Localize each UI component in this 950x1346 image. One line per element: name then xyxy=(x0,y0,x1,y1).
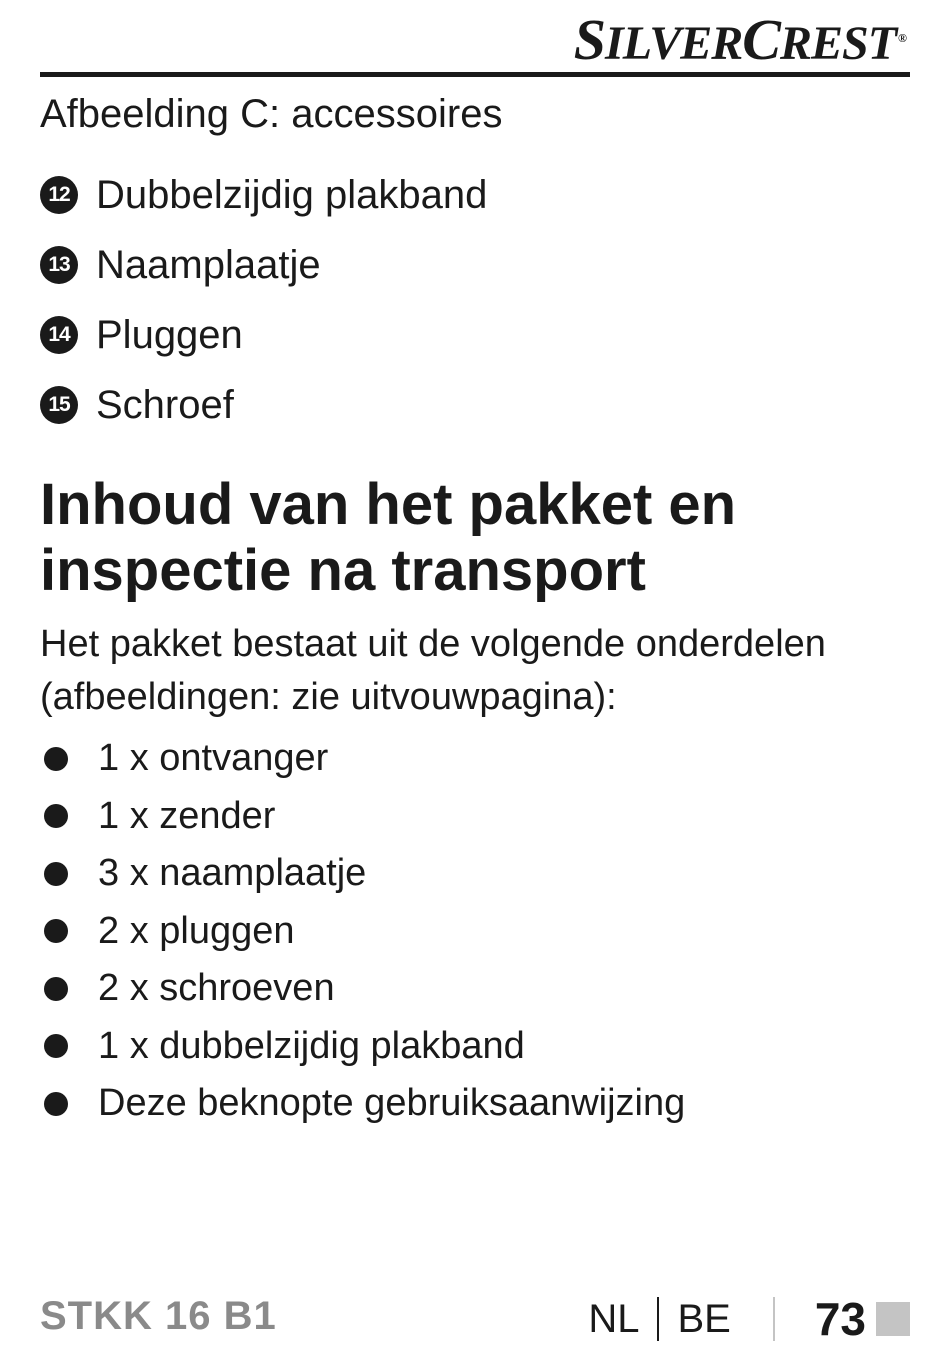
bullet-icon xyxy=(44,1092,68,1116)
package-contents-list xyxy=(40,730,685,1133)
bullet-icon xyxy=(44,977,68,1001)
page-marker-square xyxy=(876,1302,910,1336)
page-divider xyxy=(773,1297,775,1341)
accessory-label: Schroef xyxy=(96,382,234,427)
list-item xyxy=(40,903,685,961)
list-item-text: 3 x naamplaatje xyxy=(98,852,367,895)
circled-number-icon: 14 xyxy=(40,316,78,354)
logo-letter: C xyxy=(742,7,780,72)
language-code: BE xyxy=(677,1296,731,1341)
accessory-item xyxy=(40,230,487,300)
intro-line: (afbeeldingen: zie uitvouwpagina): xyxy=(40,676,617,718)
list-item-text: 1 x ontvanger xyxy=(98,737,329,780)
circled-number-icon: 13 xyxy=(40,246,78,284)
header-divider xyxy=(40,72,910,77)
list-item-text: 1 x dubbelzijdig plakband xyxy=(98,1024,525,1067)
list-item xyxy=(40,730,685,788)
heading-line: Inhoud van het pakket en xyxy=(40,472,737,537)
bullet-icon xyxy=(44,919,68,943)
accessory-item xyxy=(40,300,487,370)
model-number: STKK 16 B1 xyxy=(40,1294,277,1338)
page-number: 73 xyxy=(814,1293,866,1345)
registered-mark: ® xyxy=(898,31,906,45)
accessory-item xyxy=(40,370,487,440)
list-item xyxy=(40,845,685,903)
intro-line: Het pakket bestaat uit de volgende onderdelen xyxy=(40,623,826,665)
list-item-text: 2 x schroeven xyxy=(98,967,335,1010)
figure-caption: Afbeelding C: accessoires xyxy=(40,92,503,136)
bullet-icon xyxy=(44,747,68,771)
bullet-icon xyxy=(44,804,68,828)
heading-line: inspectie na transport xyxy=(40,538,646,603)
language-code: NL xyxy=(588,1296,640,1341)
logo-letter: S xyxy=(573,7,606,72)
footer-page-info xyxy=(588,1292,910,1346)
accessory-label: Dubbelzijdig plakband xyxy=(96,172,488,217)
list-item xyxy=(40,1018,685,1076)
accessory-label: Pluggen xyxy=(96,312,243,357)
logo-text: REST xyxy=(779,17,897,70)
list-item xyxy=(40,788,685,846)
list-item-text: 1 x zender xyxy=(98,794,276,837)
list-item-text: Deze beknopte gebruiksaanwijzing xyxy=(98,1082,686,1125)
accessory-label: Naamplaatje xyxy=(96,242,321,287)
list-item xyxy=(40,960,685,1018)
bullet-icon xyxy=(44,1034,68,1058)
logo-text: ILVER xyxy=(605,17,743,70)
language-divider xyxy=(657,1297,659,1341)
intro-paragraph xyxy=(40,618,920,724)
silvercrest-logo xyxy=(574,6,906,73)
list-item xyxy=(40,1075,685,1133)
accessories-list xyxy=(40,160,487,440)
circled-number-icon: 15 xyxy=(40,386,78,424)
accessory-item xyxy=(40,160,487,230)
circled-number-icon: 12 xyxy=(40,176,78,214)
bullet-icon xyxy=(44,862,68,886)
section-heading xyxy=(40,472,900,604)
list-item-text: 2 x pluggen xyxy=(98,909,295,952)
